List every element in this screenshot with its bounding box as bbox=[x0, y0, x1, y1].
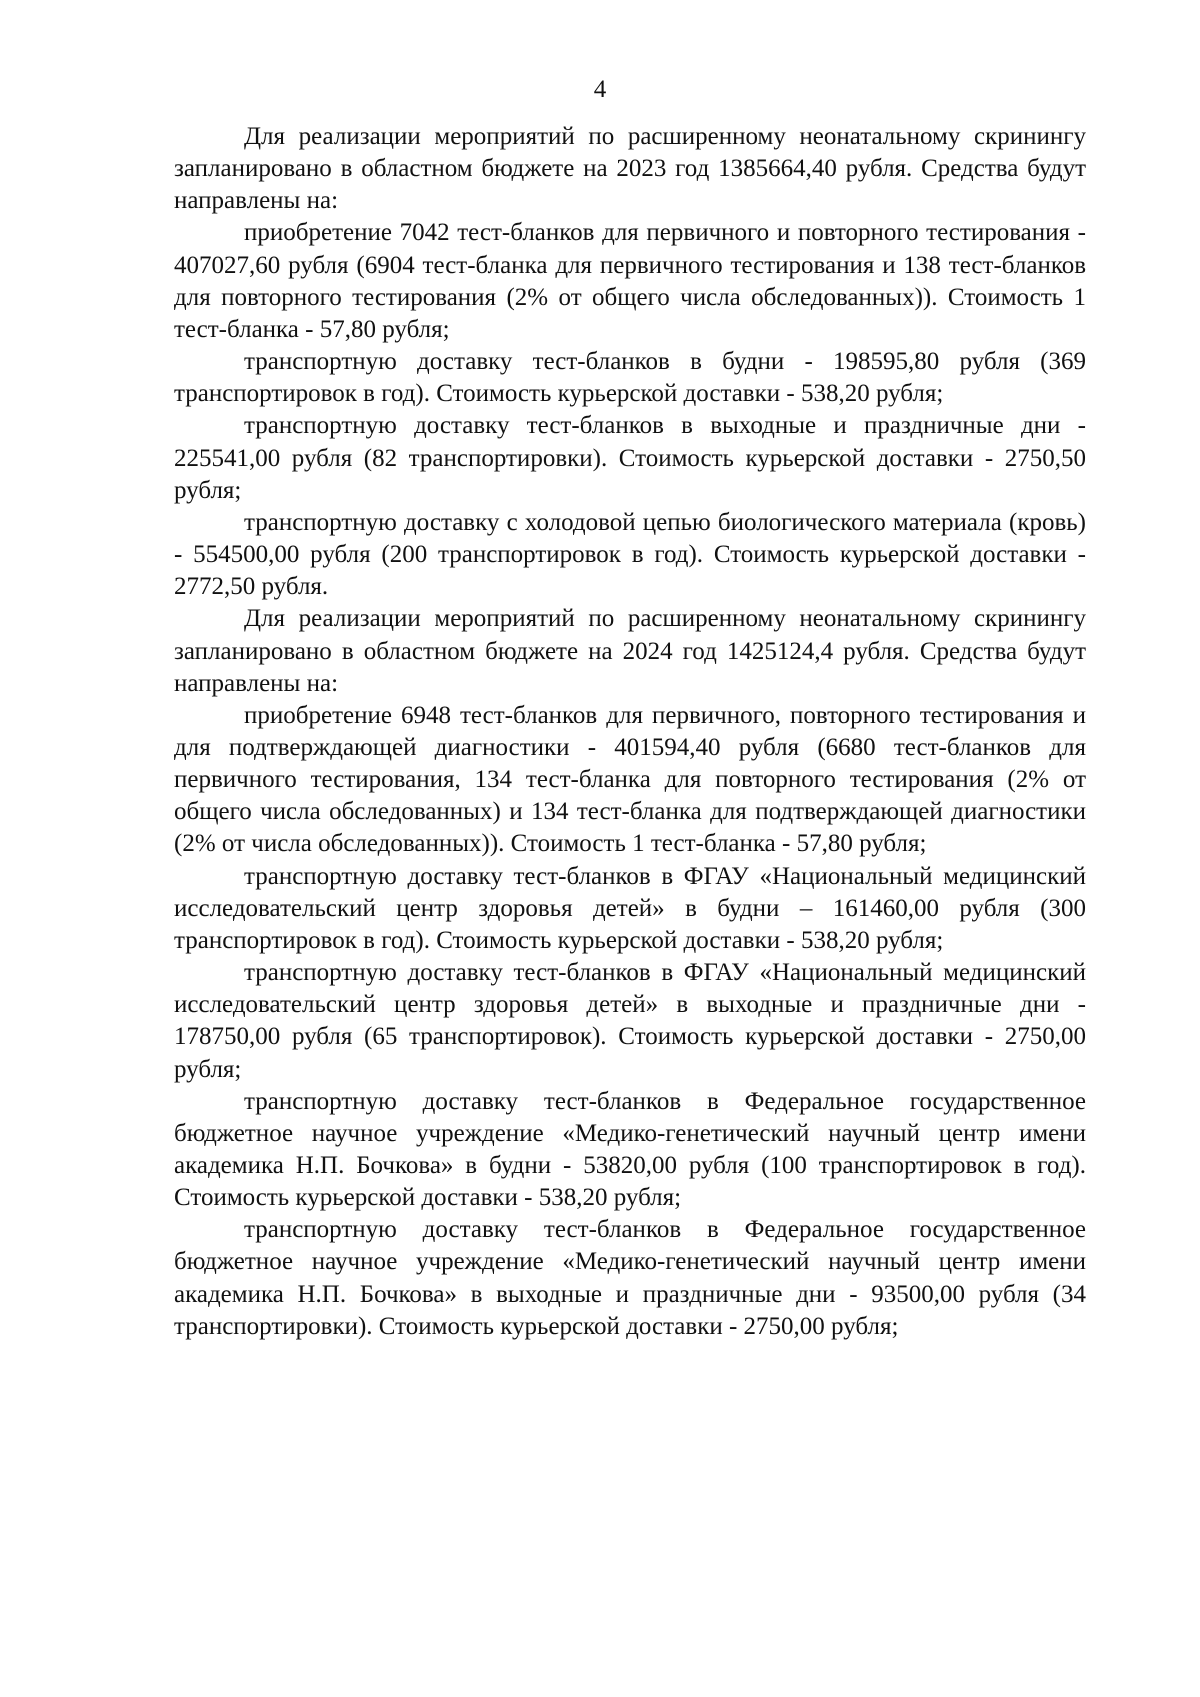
paragraph-budget-2023-intro: Для реализации мероприятий по расширенному неонатальному скринингу запланировано в областном бюджете на 2023 год 1385664,40 рубля. Средства будут направлены на: bbox=[174, 123, 1086, 215]
paragraph-2024-nmic-weekends: транспортную доставку тест-бланков в ФГАУ «Национальный медицинский исследовательский центр здоровья детей» в выходные и праздничные дни - 178750,00 рубля (65 транспортировок). Стоимость курьерской доставки - 2750,00 рубля; bbox=[174, 959, 1086, 1083]
paragraph-budget-2024-intro: Для реализации мероприятий по расширенному неонатальному скринингу запланировано в областном бюджете на 2024 год 1425124,4 рубля. Средства будут направлены на: bbox=[174, 605, 1086, 697]
paragraph-2023-test-forms: приобретение 7042 тест-бланков для первичного и повторного тестирования - 407027,60 рубля (6904 тест-бланка для первичного тестирования и 138 тест-бланков для повторного тестирования (2% от общего числа обследованных)). Стоимость 1 тест-бланка - 57,80 рубля; bbox=[174, 219, 1086, 343]
paragraph-2023-delivery-weekdays: транспортную доставку тест-бланков в будни - 198595,80 рубля (369 транспортировок в год). Стоимость курьерской доставки - 538,20 рубля; bbox=[174, 348, 1086, 408]
document-body bbox=[174, 121, 1086, 1343]
paragraph-2024-nmic-weekdays: транспортную доставку тест-бланков в ФГАУ «Национальный медицинский исследовательский центр здоровья детей» в будни – 161460,00 рубля (300 транспортировок в год). Стоимость курьерской доставки - 538,20 рубля; bbox=[174, 862, 1086, 954]
paragraph-2023-cold-chain-delivery: транспортную доставку с холодовой цепью биологического материала (кровь) - 554500,00 рубля (200 транспортировок в год). Стоимость курьерской доставки - 2772,50 рубля. bbox=[174, 508, 1086, 601]
paragraph-2024-mgnc-weekends: транспортную доставку тест-бланков в Федеральное государственное бюджетное научное учреждение «Медико-генетический научный центр имени академика Н.П. Бочкова» в выходные и праздничные дни - 93500,00 рубля (34 транспортировки). Стоимость курьерской доставки - 2750,00 рубля; bbox=[174, 1216, 1086, 1340]
paragraph-2024-mgnc-weekdays: транспортную доставку тест-бланков в Федеральное государственное бюджетное научное учреждение «Медико-генетический научный центр имени академика Н.П. Бочкова» в будни - 53820,00 рубля (100 транспортировок в год). Стоимость курьерской доставки - 538,20 рубля; bbox=[174, 1087, 1086, 1212]
paragraph-2024-test-forms: приобретение 6948 тест-бланков для первичного, повторного тестирования и для подтверждающей диагностики - 401594,40 рубля (6680 тест-бланков для первичного тестирования, 134 тест-бланка для повторного тестирования (2% от общего числа обследованных) и 134 тест-бланка для подтверждающей диагностики (2% от числа обследованных)). Стоимость 1 тест-бланка - 57,80 рубля; bbox=[174, 701, 1086, 858]
page-number: 4 bbox=[593, 76, 607, 103]
paragraph-2023-delivery-weekends: транспортную доставку тест-бланков в выходные и праздничные дни - 225541,00 рубля (82 транспортировки). Стоимость курьерской доставки - 2750,50 рубля; bbox=[174, 412, 1086, 504]
